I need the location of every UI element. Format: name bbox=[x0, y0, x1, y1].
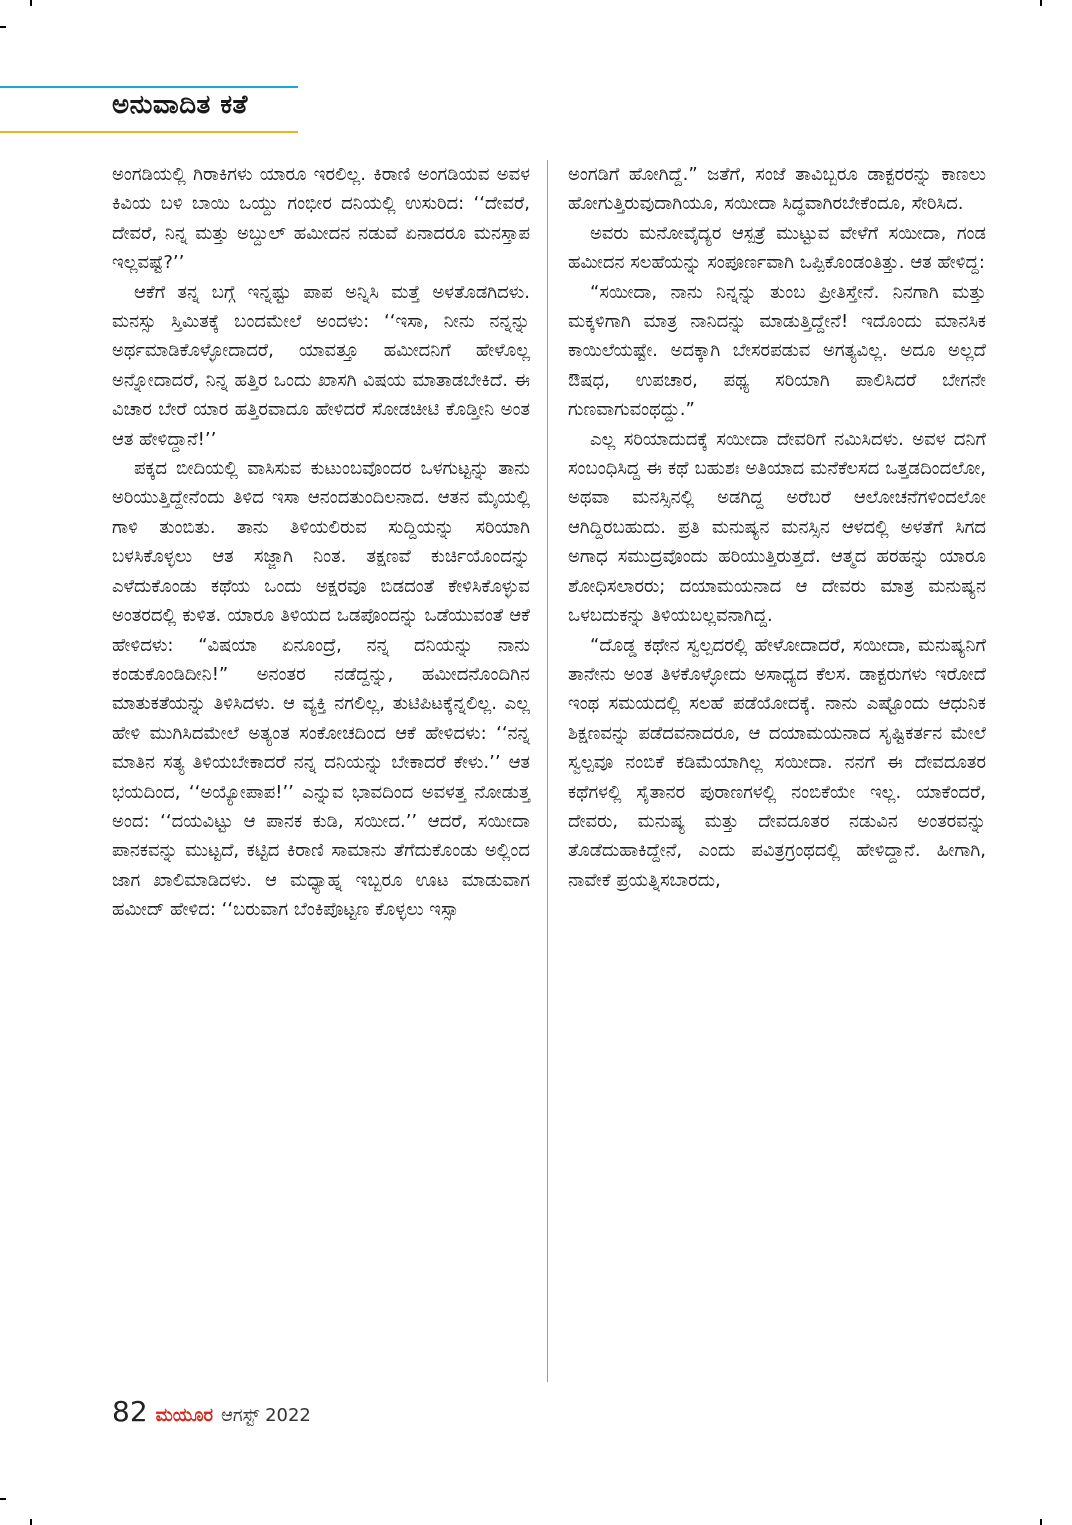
article-paragraph: ಅಂಗಡಿಗೆ ಹೋಗಿದ್ದೆ.” ಜತೆಗೆ, ಸಂಜೆ ತಾವಿಬ್ಬರೂ ಡಾಕ್ಟರರನ್ನು ಕಾಣಲು ಹೋಗುತ್ತಿರುವುದಾಗಿಯೂ, ಸಯೀದಾ ಸಿದ್ಧವಾಗಿರಬೇಕೆಂದೂ, ಸೇರಿಸಿದ. bbox=[568, 164, 986, 215]
page-number: 82 bbox=[112, 1395, 148, 1428]
crop-mark-top-right bbox=[1040, 0, 1042, 6]
article-paragraph: “ಸಯೀದಾ, ನಾನು ನಿನ್ನನ್ನು ತುಂಬ ಪ್ರೀತಿಸ್ತೇನೆ. ನಿನಗಾಗಿ ಮತ್ತು ಮಕ್ಕಳಿಗಾಗಿ ಮಾತ್ರ ನಾನಿದನ್ನು ಮಾಡುತ್ತಿದ್ದೇನೆ! ಇದೊಂದು ಮಾನಸಿಕ ಕಾಯಿಲೆಯಷ್ಟೇ. ಅದಕ್ಕಾಗಿ ಬೇಸರಪಡುವ ಅಗತ್ಯವಿಲ್ಲ. ಅದೂ ಅಲ್ಲದೆ ಔಷಧ, ಉಪಚಾರ, ಪಥ್ಯ ಸರಿಯಾಗಿ ಪಾಲಿಸಿದರೆ ಬೇಗನೇ ಗುಣವಾಗುವಂಥದ್ದು.” bbox=[568, 281, 986, 421]
page-footer bbox=[112, 1395, 311, 1428]
article-paragraph: ಆಕೆಗೆ ತನ್ನ ಬಗ್ಗೆ ಇನ್ನಷ್ಟು ಪಾಪ ಅನ್ನಿಸಿ ಮತ್ತೆ ಅಳತೊಡಗಿದಳು. ಮನಸ್ಸು ಸ್ತಿಮಿತಕ್ಕೆ ಬಂದಮೇಲೆ ಅಂದಳು: ‘‘ಇಸಾ, ನೀನು ನನ್ನನ್ನು ಅರ್ಥಮಾಡಿಕೊಳ್ಳೋದಾದರೆ, ಯಾವತ್ತೂ ಹಮೀದನಿಗೆ ಹೇಳೊಲ್ಲ ಅನ್ನೋದಾದರೆ, ನಿನ್ನ ಹತ್ತಿರ ಒಂದು ಖಾಸಗಿ ವಿಷಯ ಮಾತಾಡಬೇಕಿದೆ. ಈ ವಿಚಾರ ಬೇರೆ ಯಾರ ಹತ್ತಿರವಾದೂ ಹೇಳಿದರೆ ಸೋಡಚೀಟಿ ಕೊಡ್ತೀನಿ ಅಂತ ಆತ ಹೇಳಿದ್ದಾನೆ!’’ bbox=[112, 281, 530, 450]
column-divider bbox=[547, 160, 548, 1382]
section-top-rule bbox=[0, 86, 298, 88]
crop-mark-top-left bbox=[30, 0, 32, 6]
magazine-name: ಮಯೂರ bbox=[155, 1405, 214, 1426]
article-paragraph: ಪಕ್ಕದ ಬೀದಿಯಲ್ಲಿ ವಾಸಿಸುವ ಕುಟುಂಬವೊಂದರ ಒಳಗುಟ್ಟನ್ನು ತಾನು ಅರಿಯುತ್ತಿದ್ದೇನೆಂದು ತಿಳಿದ ಇಸಾ ಆನಂದತುಂದಿಲನಾದ. ಆತನ ಮೈಯಲ್ಲಿ ಗಾಳಿ ತುಂಬಿತು. ತಾನು ತಿಳಿಯಲಿರುವ ಸುದ್ದಿಯನ್ನು ಸರಿಯಾಗಿ ಬಳಸಿಕೊಳ್ಳಲು ಆತ ಸಜ್ಜಾಗಿ ನಿಂತ. ತಕ್ಷಣವೆ ಕುರ್ಚಿಯೊಂದನ್ನು ಎಳೆದುಕೊಂಡು ಕಥೆಯ ಒಂದು ಅಕ್ಷರವೂ ಬಿಡದಂತೆ ಕೇಳಿಸಿಕೊಳ್ಳುವ ಅಂತರದಲ್ಲಿ ಕುಳಿತ. ಯಾರೂ ತಿಳಿಯದ ಒಡಪೊಂದನ್ನು ಒಡೆಯುವಂತೆ ಆಕೆ ಹೇಳಿದಳು: “ವಿಷಯಾ ಏನೂಂದ್ರೆ, ನನ್ನ ದನಿಯನ್ನು ನಾನು ಕಂಡುಕೊಂಡಿದೀನಿ!” ಅನಂತರ ನಡೆದ್ದನ್ನು, ಹಮೀದನೊಂದಿಗಿನ ಮಾತುಕತೆಯನ್ನು ತಿಳಿಸಿದಳು. ಆ ವ್ಯಕ್ತಿ ನಗಲಿಲ್ಲ, ತುಟಿಪಿಟಕ್ಕೆನ್ನಲಿಲ್ಲ. ಎಲ್ಲ ಹೇಳಿ ಮುಗಿಸಿದಮೇಲೆ ಅತ್ಯಂತ ಸಂಕೋಚದಿಂದ ಆಕೆ ಹೇಳಿದಳು: ‘‘ನನ್ನ ಮಾತಿನ ಸತ್ಯ ತಿಳಿಯಬೇಕಾದರೆ ನನ್ನ ದನಿಯನ್ನು ಬೇಕಾದರೆ ಕೇಳು.’’ ಆತ ಭಯದಿಂದ, ‘‘ಅಯ್ಯೋಪಾಪ!’’ ಎನ್ನುವ ಭಾವದಿಂದ ಅವಳತ್ತ ನೋಡುತ್ತ ಅಂದ: ‘‘ದಯವಿಟ್ಟು ಆ ಪಾನಕ ಕುಡಿ, ಸಯೀದ.’’ ಆದರೆ, ಸಯೀದಾ ಪಾನಕವನ್ನು ಮುಟ್ಟದೆ, ಕಟ್ಟಿದ ಕಿರಾಣಿ ಸಾಮಾನು ತೆಗೆದುಕೊಂಡು ಅಲ್ಲಿಂದ ಜಾಗ ಖಾಲಿಮಾಡಿದಳು. ಆ ಮಧ್ಯಾಹ್ನ ಇಬ್ಬರೂ ಊಟ ಮಾಡುವಾಗ ಹಮೀದ್ ಹೇಳಿದ: ‘‘ಬರುವಾಗ ಬೆಂಕಿಪೊಟ್ಟಣ ಕೊಳ್ಳಲು ಇಸ್ಸಾ bbox=[112, 458, 530, 921]
crop-mark-bottom-left bbox=[30, 1519, 32, 1525]
issue-date: ಆಗಸ್ಟ್ 2022 bbox=[221, 1405, 311, 1426]
crop-mark-bottom-right bbox=[1040, 1519, 1042, 1525]
article-paragraph: “ದೊಡ್ಡ ಕಥೇನ ಸ್ವಲ್ಪದರಲ್ಲಿ ಹೇಳೋದಾದರೆ, ಸಯೀದಾ, ಮನುಷ್ಯನಿಗೆ ತಾನೇನು ಅಂತ ತಿಳಕೊಳ್ಳೋದು ಅಸಾಧ್ಯದ ಕೆಲಸ. ಡಾಕ್ಟರುಗಳು ಇರೋದೆ ಇಂಥ ಸಮಯದಲ್ಲಿ ಸಲಹೆ ಪಡೆಯೋದಕ್ಕೆ. ನಾನು ಎಷ್ಟೊಂದು ಆಧುನಿಕ ಶಿಕ್ಷಣವನ್ನು ಪಡೆದವನಾದರೂ, ಆ ದಯಾಮಯನಾದ ಸೃಷ್ಟಿಕರ್ತನ ಮೇಲೆ ಸ್ವಲ್ಪವೂ ನಂಬಿಕೆ ಕಡಿಮೆಯಾಗಿಲ್ಲ ಸಯೀದಾ. ನನಗೆ ಈ ದೇವದೂತರ ಕಥೆಗಳಲ್ಲಿ ಸೈತಾನರ ಪುರಾಣಗಳಲ್ಲಿ ನಂಬಿಕೆಯೇ ಇಲ್ಲ. ಯಾಕೆಂದರೆ, ದೇವರು, ಮನುಷ್ಯ ಮತ್ತು ದೇವದೂತರ ನಡುವಿನ ಅಂತರವನ್ನು ತೊಡೆದುಹಾಕಿದ್ದೇನೆ, ಎಂದು ಪವಿತ್ರಗ್ರಂಥದಲ್ಲಿ ಹೇಳಿದ್ದಾನೆ. ಹೀಗಾಗಿ, ನಾವೇಕೆ ಪ್ರಯತ್ನಿಸಬಾರದು, bbox=[568, 634, 986, 891]
article-paragraph: ಅವರು ಮನೋವೈದ್ಯರ ಆಸ್ಪತ್ರೆ ಮುಟ್ಟುವ ವೇಳೆಗೆ ಸಯೀದಾ, ಗಂಡ ಹಮೀದನ ಸಲಹೆಯನ್ನು ಸಂಪೂರ್ಣವಾಗಿ ಒಪ್ಪಿಕೊಂಡಂತಿತ್ತು. ಆತ ಹೇಳಿದ್ದ: bbox=[568, 222, 986, 274]
section-bottom-rule bbox=[0, 131, 298, 133]
article-column-right bbox=[568, 160, 986, 895]
section-label: ಅನುವಾದಿತ ಕತೆ bbox=[112, 90, 248, 120]
crop-mark-left-lower bbox=[0, 1498, 6, 1500]
article-paragraph: ಅಂಗಡಿಯಲ್ಲಿ ಗಿರಾಕಿಗಳು ಯಾರೂ ಇರಲಿಲ್ಲ. ಕಿರಾಣಿ ಅಂಗಡಿಯವ ಅವಳ ಕಿವಿಯ ಬಳಿ ಬಾಯಿ ಒಯ್ದು ಗಂಭೀರ ದನಿಯಲ್ಲಿ ಉಸುರಿದ: ‘‘ದೇವರೆ, ದೇವರೆ, ನಿನ್ನ ಮತ್ತು ಅಬ್ದುಲ್ ಹಮೀದನ ನಡುವೆ ಏನಾದರೂ ಮನಸ್ತಾಪ ಇಲ್ಲವಷ್ಟೆ?’’ bbox=[112, 164, 530, 274]
article-column-left bbox=[112, 160, 530, 925]
article-paragraph: ಎಲ್ಲ ಸರಿಯಾದುದಕ್ಕೆ ಸಯೀದಾ ದೇವರಿಗೆ ನಮಿಸಿದಳು. ಅವಳ ದನಿಗೆ ಸಂಬಂಧಿಸಿದ್ದ ಈ ಕಥೆ ಬಹುಶಃ ಅತಿಯಾದ ಮನೆಕೆಲಸದ ಒತ್ತಡದಿಂದಲೋ, ಅಥವಾ ಮನಸ್ಸಿನಲ್ಲಿ ಅಡಗಿದ್ದ ಅರೆಬರೆ ಆಲೋಚನೆಗಳಿಂದಲೋ ಆಗಿದ್ದಿರಬಹುದು. ಪ್ರತಿ ಮನುಷ್ಯನ ಮನಸ್ಸಿನ ಆಳದಲ್ಲಿ ಅಳತೆಗೆ ಸಿಗದ ಅಗಾಧ ಸಮುದ್ರವೊಂದು ಹರಿಯುತ್ತಿರುತ್ತದೆ. ಆತ್ಮದ ಹರಹನ್ನು ಯಾರೂ ಶೋಧಿಸಲಾರರು; ದಯಾಮಯನಾದ ಆ ದೇವರು ಮಾತ್ರ ಮನುಷ್ಯನ ಒಳಬದುಕನ್ನು ತಿಳಿಯಬಲ್ಲವನಾಗಿದ್ದ. bbox=[568, 428, 986, 627]
crop-mark-left-upper bbox=[0, 26, 6, 28]
